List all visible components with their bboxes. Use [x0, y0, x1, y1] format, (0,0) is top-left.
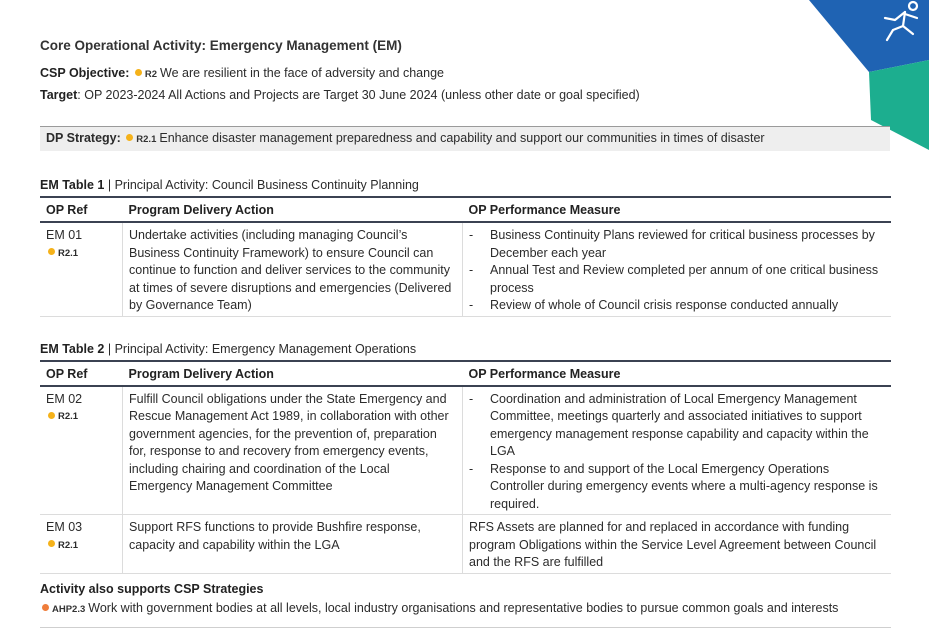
op-ref-cell — [40, 222, 123, 316]
table-1-caption — [40, 177, 891, 193]
ref-dot-icon — [48, 248, 55, 255]
em-table-2 — [40, 360, 891, 574]
also-dot-icon — [42, 604, 49, 611]
list-item: - Business Continuity Plans reviewed for critical business processes by December each year — [469, 227, 885, 262]
csp-objective — [40, 63, 891, 85]
dp-strategy-label: DP Strategy: — [46, 131, 121, 145]
objective-dot-icon — [135, 69, 142, 76]
footer-divider — [40, 627, 891, 628]
col-op-ref: OP Ref — [40, 197, 123, 222]
list-item: - Coordination and administration of Local Emergency Management Committee, meetings quarterly and associated initiatives to support emergency management response capability and capacity within the LGA — [469, 391, 885, 461]
col-program-delivery-action: Program Delivery Action — [123, 361, 463, 386]
list-item: - Response to and support of the Local Emergency Operations Controller during emergency events where a multi-agency response is required. — [469, 461, 885, 514]
table-2-principal: | Principal Activity: Emergency Management Operations — [104, 341, 417, 356]
target — [40, 85, 891, 105]
ref-code: R2.1 — [58, 247, 79, 259]
ref-code: R2.1 — [58, 411, 79, 422]
page-title: Core Operational Activity: Emergency Management (EM) — [40, 38, 402, 53]
col-op-performance-measure: OP Performance Measure — [463, 361, 892, 386]
action-cell: Fulfill Council obligations under the State Emergency and Rescue Management Act 1989, in collaboration with other government agencies, for the prevention of, preparation for, response to and recovery from emergency events, including chairing and coordination of the Local Emergency Management Committee — [123, 386, 463, 515]
ref-dot-icon — [48, 540, 55, 547]
strategy-text: Enhance disaster management preparedness and capability and support our communities in times of disaster — [159, 131, 765, 145]
col-op-performance-measure: OP Performance Measure — [463, 197, 892, 222]
target-label: Target — [40, 88, 78, 102]
also-supports-title: Activity also supports CSP Strategies — [40, 581, 264, 596]
action-cell: Undertake activities (including managing Council’s Business Continuity Framework) to ensure Council can continue to function and deliver services to the community at times of severe disruptions and emergencies (Delivered by Governance Team) — [123, 222, 463, 316]
op-ref: EM 03 — [46, 520, 83, 534]
table-row — [40, 222, 891, 316]
objective-code: R2 — [144, 69, 158, 80]
also-code: AHP2.3 — [52, 603, 86, 615]
op-ref: EM 01 — [46, 228, 83, 242]
dp-strategy — [40, 126, 890, 151]
csp-objective-label: CSP Objective: — [40, 66, 130, 80]
action-cell: Support RFS functions to provide Bushfire response, capacity and capability within the LGA — [123, 515, 463, 574]
also-text: Work with government bodies at all levels, local industry organisations and representative bodies to pursue common goals and interests — [88, 600, 839, 615]
op-ref: EM 02 — [46, 391, 83, 406]
measure-cell — [463, 222, 892, 316]
strategy-code: R2.1 — [136, 134, 157, 145]
strategy-dot-icon — [126, 134, 133, 141]
table-row — [40, 515, 891, 574]
table-row — [40, 386, 891, 515]
also-supports-item — [40, 598, 891, 620]
target-text: : OP 2023-2024 All Actions and Projects are Target 30 June 2024 (unless other date or goal specified) — [77, 88, 640, 102]
em-table-1 — [40, 196, 891, 317]
table-1-principal: | Principal Activity: Council Business Continuity Planning — [104, 178, 419, 192]
table-2-caption — [40, 341, 891, 357]
col-program-delivery-action: Program Delivery Action — [123, 197, 463, 222]
measure-cell: RFS Assets are planned for and replaced in accordance with funding program Obligations within the Service Level Agreement between Council and the RFS are fulfilled — [463, 515, 892, 574]
ref-code: R2.1 — [58, 539, 79, 551]
ref-dot-icon — [48, 412, 55, 419]
objective-text: We are resilient in the face of adversity and change — [160, 66, 444, 80]
table-2-name: EM Table 2 — [40, 341, 105, 356]
op-ref-cell — [40, 515, 123, 574]
measure-cell — [463, 386, 892, 515]
page-content — [40, 38, 891, 620]
table-1-name: EM Table 1 — [40, 178, 105, 192]
op-ref-cell — [40, 386, 123, 515]
list-item: - Annual Test and Review completed per annum of one critical business process — [469, 262, 885, 297]
col-op-ref: OP Ref — [40, 361, 123, 386]
list-item: - Review of whole of Council crisis response conducted annually — [469, 297, 885, 315]
